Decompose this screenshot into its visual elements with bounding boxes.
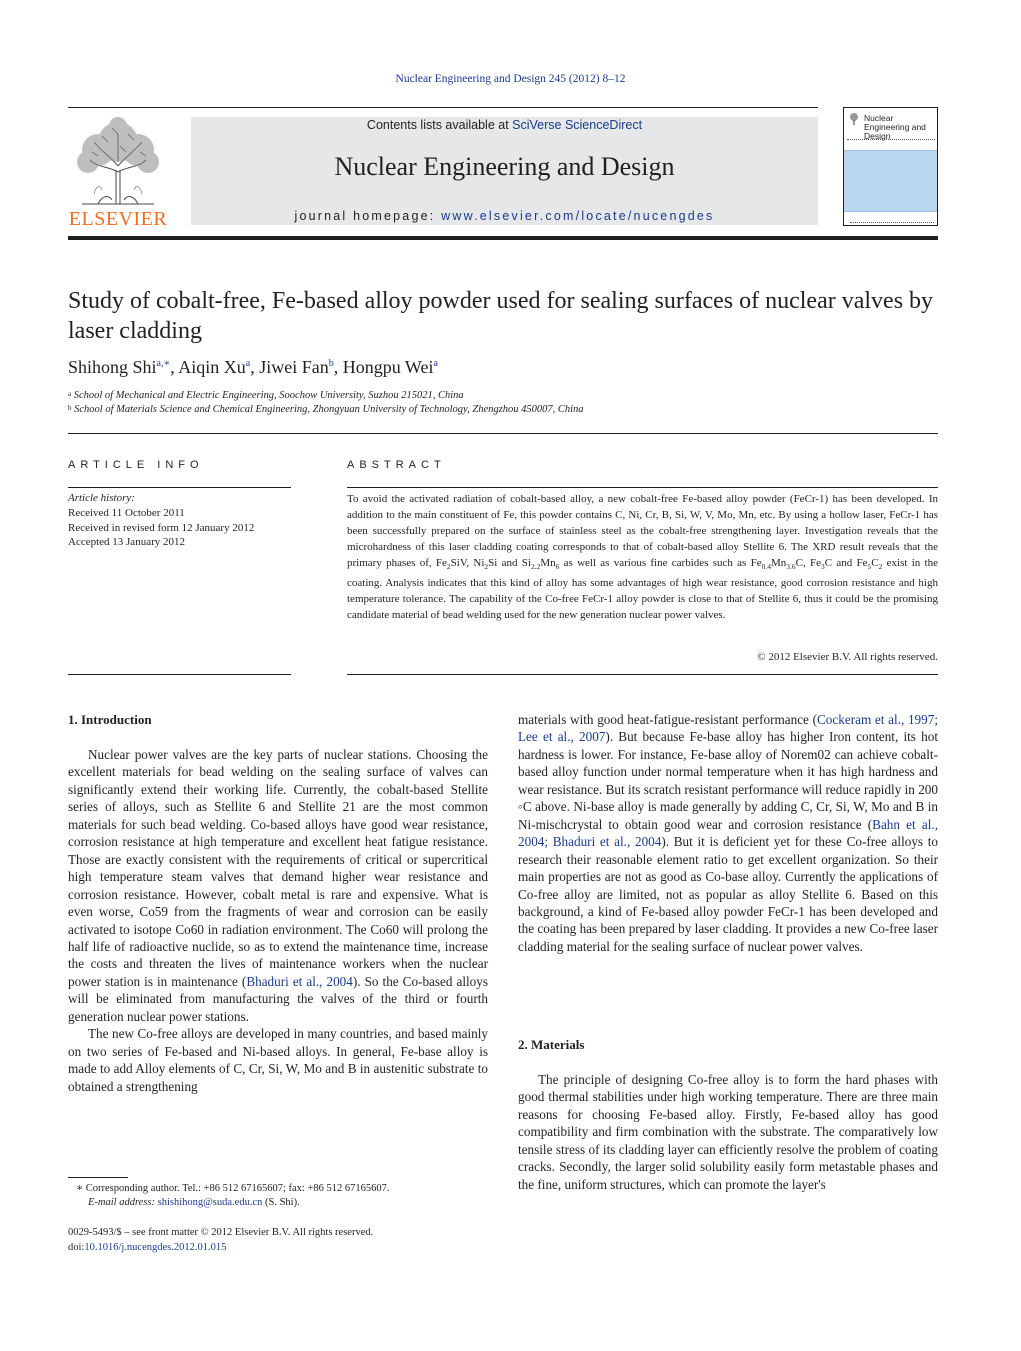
paragraph-text: Nuclear power valves are the key parts of nuclear stations. Choosing the excellent materials for bead welding on the sealing surface of valves can significantly extend their working life. Currently, the cobalt-based Stellite series of alloys, such as Stellite 6 and Stellite 21 are the most common materials for such bead welding. Co-based alloys have good wear resistance, corrosion resistance at high temperature and excellent heat fatigue resistance. Those are exactly consistent with the requirements of critical or supercritical high temperature steam valves that demand higher wear resistance and corrosion resistance. However, cobalt metal is rare and expensive. What is even worse, Co59 from the fragments of wear and corrosion can be easily activated to isotope Co60 in radiation environment. The Co60 will prolong the half life of radioactive nuclide, so as to extend the maintenance time, increase the costs and threaten the lives of maintenance workers when the nuclear power station is in maintenance ( bbox=[68, 747, 488, 989]
doi-link[interactable]: 10.1016/j.nucengdes.2012.01.015 bbox=[84, 1242, 227, 1253]
author-separator: , bbox=[170, 357, 179, 377]
journal-title: Nuclear Engineering and Design bbox=[334, 152, 675, 181]
affiliation-text: School of Mechanical and Electric Engineering, Soochow University, Suzhou 215021, China bbox=[73, 390, 464, 401]
abstract-span: SiV, Ni bbox=[450, 557, 485, 569]
homepage-link[interactable]: www.elsevier.com/locate/nucengdes bbox=[441, 209, 715, 223]
accepted-date: Accepted 13 January 2012 bbox=[68, 536, 185, 549]
sciencedirect-link[interactable]: SciVerse ScienceDirect bbox=[512, 118, 643, 132]
author-separator: , bbox=[333, 357, 343, 377]
author-list bbox=[68, 357, 938, 378]
section-heading-materials: 2. Materials bbox=[518, 1037, 585, 1052]
homepage-prefix: journal homepage: bbox=[294, 209, 442, 223]
subscript: 3 bbox=[821, 562, 825, 572]
article-info-heading: ARTICLE INFO bbox=[68, 459, 204, 471]
author-name: Hongpu Wei bbox=[342, 357, 434, 377]
contents-prefix: Contents lists available at bbox=[366, 118, 513, 132]
abstract-span: Mn bbox=[770, 557, 787, 569]
subscript: 2 bbox=[446, 562, 451, 572]
cover-footer bbox=[850, 215, 934, 223]
running-head[interactable]: Nuclear Engineering and Design 245 (2012) 8–12 bbox=[395, 73, 626, 85]
paragraph bbox=[518, 711, 938, 955]
contents-availability-line bbox=[191, 118, 818, 132]
affiliation-text: School of Materials Science and Chemical Engineering, Zhongyuan University of Technology, Zhengzhou 450007, China bbox=[74, 404, 584, 415]
divider bbox=[347, 487, 938, 488]
body-column-right-bottom bbox=[518, 1071, 938, 1193]
abstract-span: as well as various fine carbides such as Fe bbox=[559, 557, 762, 569]
email-footnote bbox=[88, 1196, 538, 1211]
abstract-span: Si and Si bbox=[488, 557, 531, 569]
cover-blue-panel bbox=[844, 150, 937, 212]
paragraph-text: ). But because Fe-base alloy has higher Iron content, its hot hardness is lower. For instance, Fe-base alloy of Norem02 can achieve cobalt-based alloy function under normal temperature when it has high hardness and wear resistance. But its scratch resistant performance will reduce rapidly in 200 ◦C above. Ni-base alloy is made generally by adding C, Cr, Si, W, Mo and B in Ni-mischcrystal to obtain good wear and corrosion resistance ( bbox=[518, 729, 938, 832]
header-rule-bottom bbox=[68, 236, 938, 240]
body-column-right-top bbox=[518, 711, 938, 955]
paragraph bbox=[68, 746, 488, 1025]
abstract-heading: ABSTRACT bbox=[347, 459, 446, 471]
issn-line: 0029-5493/$ – see front matter © 2012 Elsevier B.V. All rights reserved. bbox=[68, 1227, 374, 1238]
cover-title: Nuclear Engineering and Design bbox=[864, 113, 926, 141]
affiliation-mark: b bbox=[68, 404, 72, 412]
affiliation-mark: a bbox=[68, 390, 72, 398]
abstract-text bbox=[347, 491, 938, 623]
abstract-span: To avoid the activated radiation of cobalt-based alloy, a new cobalt-free Fe-based alloy powder (FeCr-1) has been developed. In addition to the main constituent of Fe, this powder contains C, Ni, Cr, B, Si, W, V, Mo, Mn, etc. By using a hollow laser, FeCr-1 has been successfully prepared on the surface of stainless steel as the cobalt-free strengthening layer. Investigation reveals that the microhardness of this laser cladding coating corresponds to that of cobalt-based alloy Stellite 6. The XRD result reveals that the primary phases of, Fe bbox=[347, 493, 938, 569]
abstract-span: C bbox=[871, 557, 879, 569]
article-title: Study of cobalt-free, Fe-based alloy powder used for sealing surfaces of nuclear valves by laser cladding bbox=[68, 288, 934, 344]
citation-link[interactable]: Bhaduri et al., 2004 bbox=[246, 973, 353, 989]
subscript: 2.2 bbox=[530, 562, 541, 572]
abstract-span: C and Fe bbox=[824, 557, 868, 569]
abstract-span: Mn bbox=[540, 557, 556, 569]
paragraph-text: ). So the Co-based alloys will be eliminated from manufacturing the valves of the third or fourth generation nuclear power stations. bbox=[68, 973, 488, 1024]
subscript: 2 bbox=[878, 562, 883, 572]
divider bbox=[347, 674, 938, 675]
subscript: 0.4 bbox=[761, 562, 771, 572]
email-suffix: (S. Shi). bbox=[262, 1197, 300, 1208]
footnote-rule bbox=[68, 1177, 128, 1178]
subscript: 6 bbox=[555, 562, 560, 572]
divider bbox=[68, 674, 291, 675]
divider bbox=[68, 487, 291, 488]
cover-strip bbox=[847, 139, 935, 142]
section-heading-introduction: 1. Introduction bbox=[68, 712, 152, 727]
author-marks[interactable]: b bbox=[328, 358, 334, 369]
doi-line bbox=[68, 1241, 518, 1256]
header-rule-top bbox=[68, 107, 818, 108]
revised-date: Received in revised form 12 January 2012 bbox=[68, 521, 255, 534]
corresponding-author-footnote: ∗ Corresponding author. Tel.: +86 512 67165607; fax: +86 512 67165607. bbox=[76, 1183, 390, 1194]
author-name: Jiwei Fan bbox=[259, 357, 329, 377]
divider bbox=[68, 433, 938, 434]
author-marks[interactable]: a bbox=[245, 358, 251, 369]
body-column-left bbox=[68, 746, 488, 1095]
cover-logo-icon bbox=[848, 112, 860, 126]
subscript: 2 bbox=[484, 562, 489, 572]
author-name: Aiqin Xu bbox=[178, 357, 246, 377]
author-name: Shihong Shi bbox=[68, 357, 157, 377]
article-history bbox=[68, 491, 291, 550]
history-label: Article history: bbox=[68, 492, 135, 504]
paragraph: The new Co-free alloys are developed in many countries, and based mainly on two series of Fe-based and Ni-based alloys. In general, Fe-base alloy is made to add Alloy elements of C, Cr, Si, W, Mo and B in austenitic substrate to obtained a strengthening bbox=[68, 1026, 488, 1094]
journal-cover-thumbnail[interactable] bbox=[843, 107, 938, 226]
author-marks[interactable]: a bbox=[433, 358, 438, 369]
email-link[interactable]: shishihong@suda.edu.cn bbox=[157, 1197, 263, 1208]
author-marks[interactable]: a,∗ bbox=[156, 358, 171, 369]
abstract-span: C, Fe bbox=[795, 557, 821, 569]
copyright-notice: © 2012 Elsevier B.V. All rights reserved. bbox=[757, 651, 938, 663]
email-label: E-mail address: bbox=[88, 1197, 158, 1208]
journal-homepage-line bbox=[191, 209, 818, 223]
received-date: Received 11 October 2011 bbox=[68, 506, 185, 519]
elsevier-wordmark: ELSEVIER bbox=[68, 208, 168, 230]
doi-prefix: doi: bbox=[68, 1242, 85, 1253]
affiliation bbox=[68, 404, 938, 415]
citation-link[interactable]: Bahn et al., 2004; Bhaduri et al., 2004 bbox=[518, 816, 938, 850]
subscript: 3.6 bbox=[786, 562, 796, 572]
paragraph: The principle of designing Co-free alloy is to form the hard phases with good thermal stabilities under high working temperature. There are three main reasons for choosing Fe-based alloy. Firstly, Fe-based alloy has good compatibility and firm combination with the substrate. The comparatively low tensile stress of its cladding layer can efficiently resolve the problem of coating cracks. Secondly, the larger solid solubility easily form metastable phases and the fine, uniform structures, which can promote the layer's bbox=[518, 1072, 938, 1192]
affiliation bbox=[68, 390, 938, 401]
author-separator: , bbox=[250, 357, 260, 377]
subscript: 5 bbox=[867, 562, 872, 572]
abstract-span: exist in the coating. Analysis indicates that this kind of alloy has some advantages of high wear resistance, good corrosion resistance and high temperature tolerance. The capability of the Co-free FeCr-1 alloy powder is close to that of Stellite 6, thus it could be the promising candidate material of bead welding used for the new generation nuclear power valves. bbox=[347, 557, 938, 622]
paragraph-text: ). But it is deficient yet for these Co-free alloys to research their reasonable element ratio to get excellent organization. So their main properties are not as good as Co-base alloy. Currently the applications of Co-free alloy are limited, not as popular as alloy Stellite 6. Based on this background, a kind of Fe-based alloy powder FeCr-1 has been developed and the coating has been prepared by laser cladding. It provides a new Co-free laser cladding material for the sealing surface of nuclear power valves. bbox=[518, 834, 939, 954]
paragraph-text: materials with good heat-fatigue-resistant performance ( bbox=[518, 712, 818, 727]
citation-link[interactable]: Cockeram et al., 1997; Lee et al., 2007 bbox=[518, 712, 938, 745]
